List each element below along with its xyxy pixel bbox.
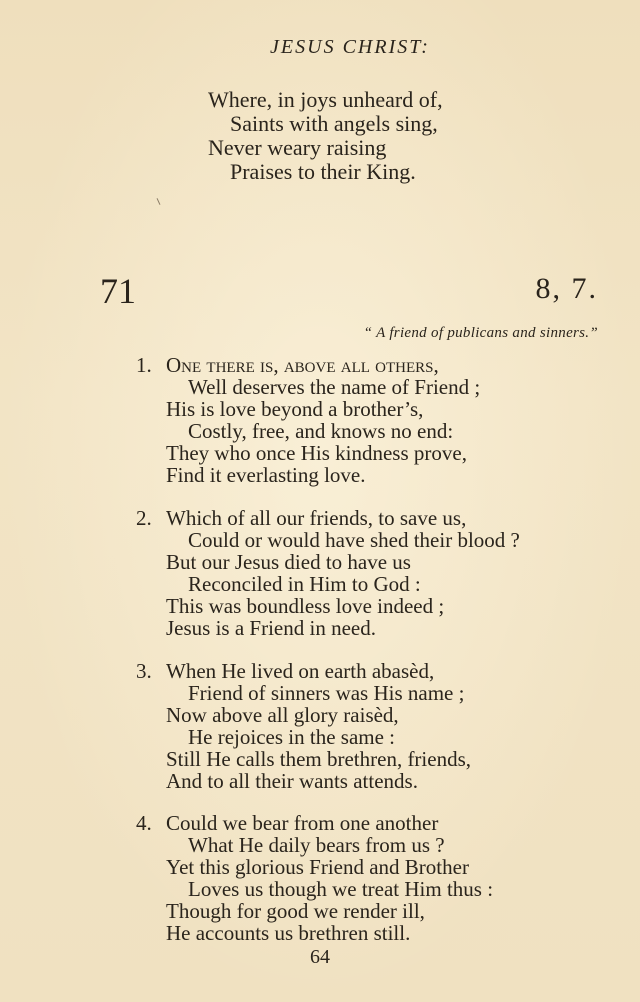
- verse-line: Well deserves the name of Friend ;: [188, 375, 481, 399]
- hymn-epigraph: “ A friend of publicans and sinners.”: [363, 325, 598, 341]
- verse-line: He accounts us brethren still.: [166, 921, 411, 945]
- verse-line: One there is, above all others,: [166, 353, 439, 377]
- stanza-number: 3.: [136, 659, 152, 683]
- verse-line: Still He calls them brethren, friends,: [166, 747, 472, 771]
- paper-speck: [157, 198, 161, 205]
- verse-line: Where, in joys unheard of,: [208, 87, 443, 112]
- stanza-4: [136, 811, 494, 945]
- verse-line: Praises to their King.: [230, 159, 416, 184]
- hymn-meter: 8, 7.: [535, 272, 598, 305]
- verse-line: Reconciled in Him to God :: [188, 572, 421, 596]
- stanza-1: [136, 353, 481, 487]
- verse-line: This was boundless love indeed ;: [166, 594, 445, 618]
- previous-hymn-ending: [208, 88, 443, 184]
- stanza-number: 2.: [136, 506, 152, 530]
- verse-line: Find it everlasting love.: [166, 463, 366, 487]
- verse-line: What He daily bears from us ?: [188, 833, 445, 857]
- verse-line: Jesus is a Friend in need.: [166, 616, 376, 640]
- verse-line: Though for good we render ill,: [166, 899, 425, 923]
- verse-line: They who once His kindness prove,: [166, 441, 467, 465]
- verse-line: Yet this glorious Friend and Brother: [166, 855, 469, 879]
- verse-line: Friend of sinners was His name ;: [188, 681, 465, 705]
- hymn-number: 71: [100, 271, 136, 311]
- verse-line: When He lived on earth abasèd,: [166, 659, 435, 683]
- verse-line: His is love beyond a brother’s,: [166, 397, 424, 421]
- stanza-number: 1.: [136, 353, 152, 377]
- verse-line: He rejoices in the same :: [188, 725, 396, 749]
- verse-line: Saints with angels sing,: [230, 111, 438, 136]
- verse-line: Could or would have shed their blood ?: [188, 528, 520, 552]
- page-number: 64: [310, 946, 330, 968]
- verse-line: Now above all glory raisèd,: [166, 703, 399, 727]
- verse-line: Never weary raising: [208, 135, 387, 160]
- verse-line: But our Jesus died to have us: [166, 550, 411, 574]
- verse-line: And to all their wants attends.: [166, 769, 418, 793]
- verse-line: Costly, free, and knows no end:: [188, 419, 454, 443]
- stanza-number: 4.: [136, 811, 152, 835]
- running-head: JESUS CHRIST:: [270, 36, 430, 58]
- verse-line: Which of all our friends, to save us,: [166, 506, 467, 530]
- stanza-2: [136, 506, 520, 640]
- verse-line: Could we bear from one another: [166, 811, 439, 835]
- verse-line: Loves us though we treat Him thus :: [188, 877, 494, 901]
- stanza-3: [136, 659, 472, 793]
